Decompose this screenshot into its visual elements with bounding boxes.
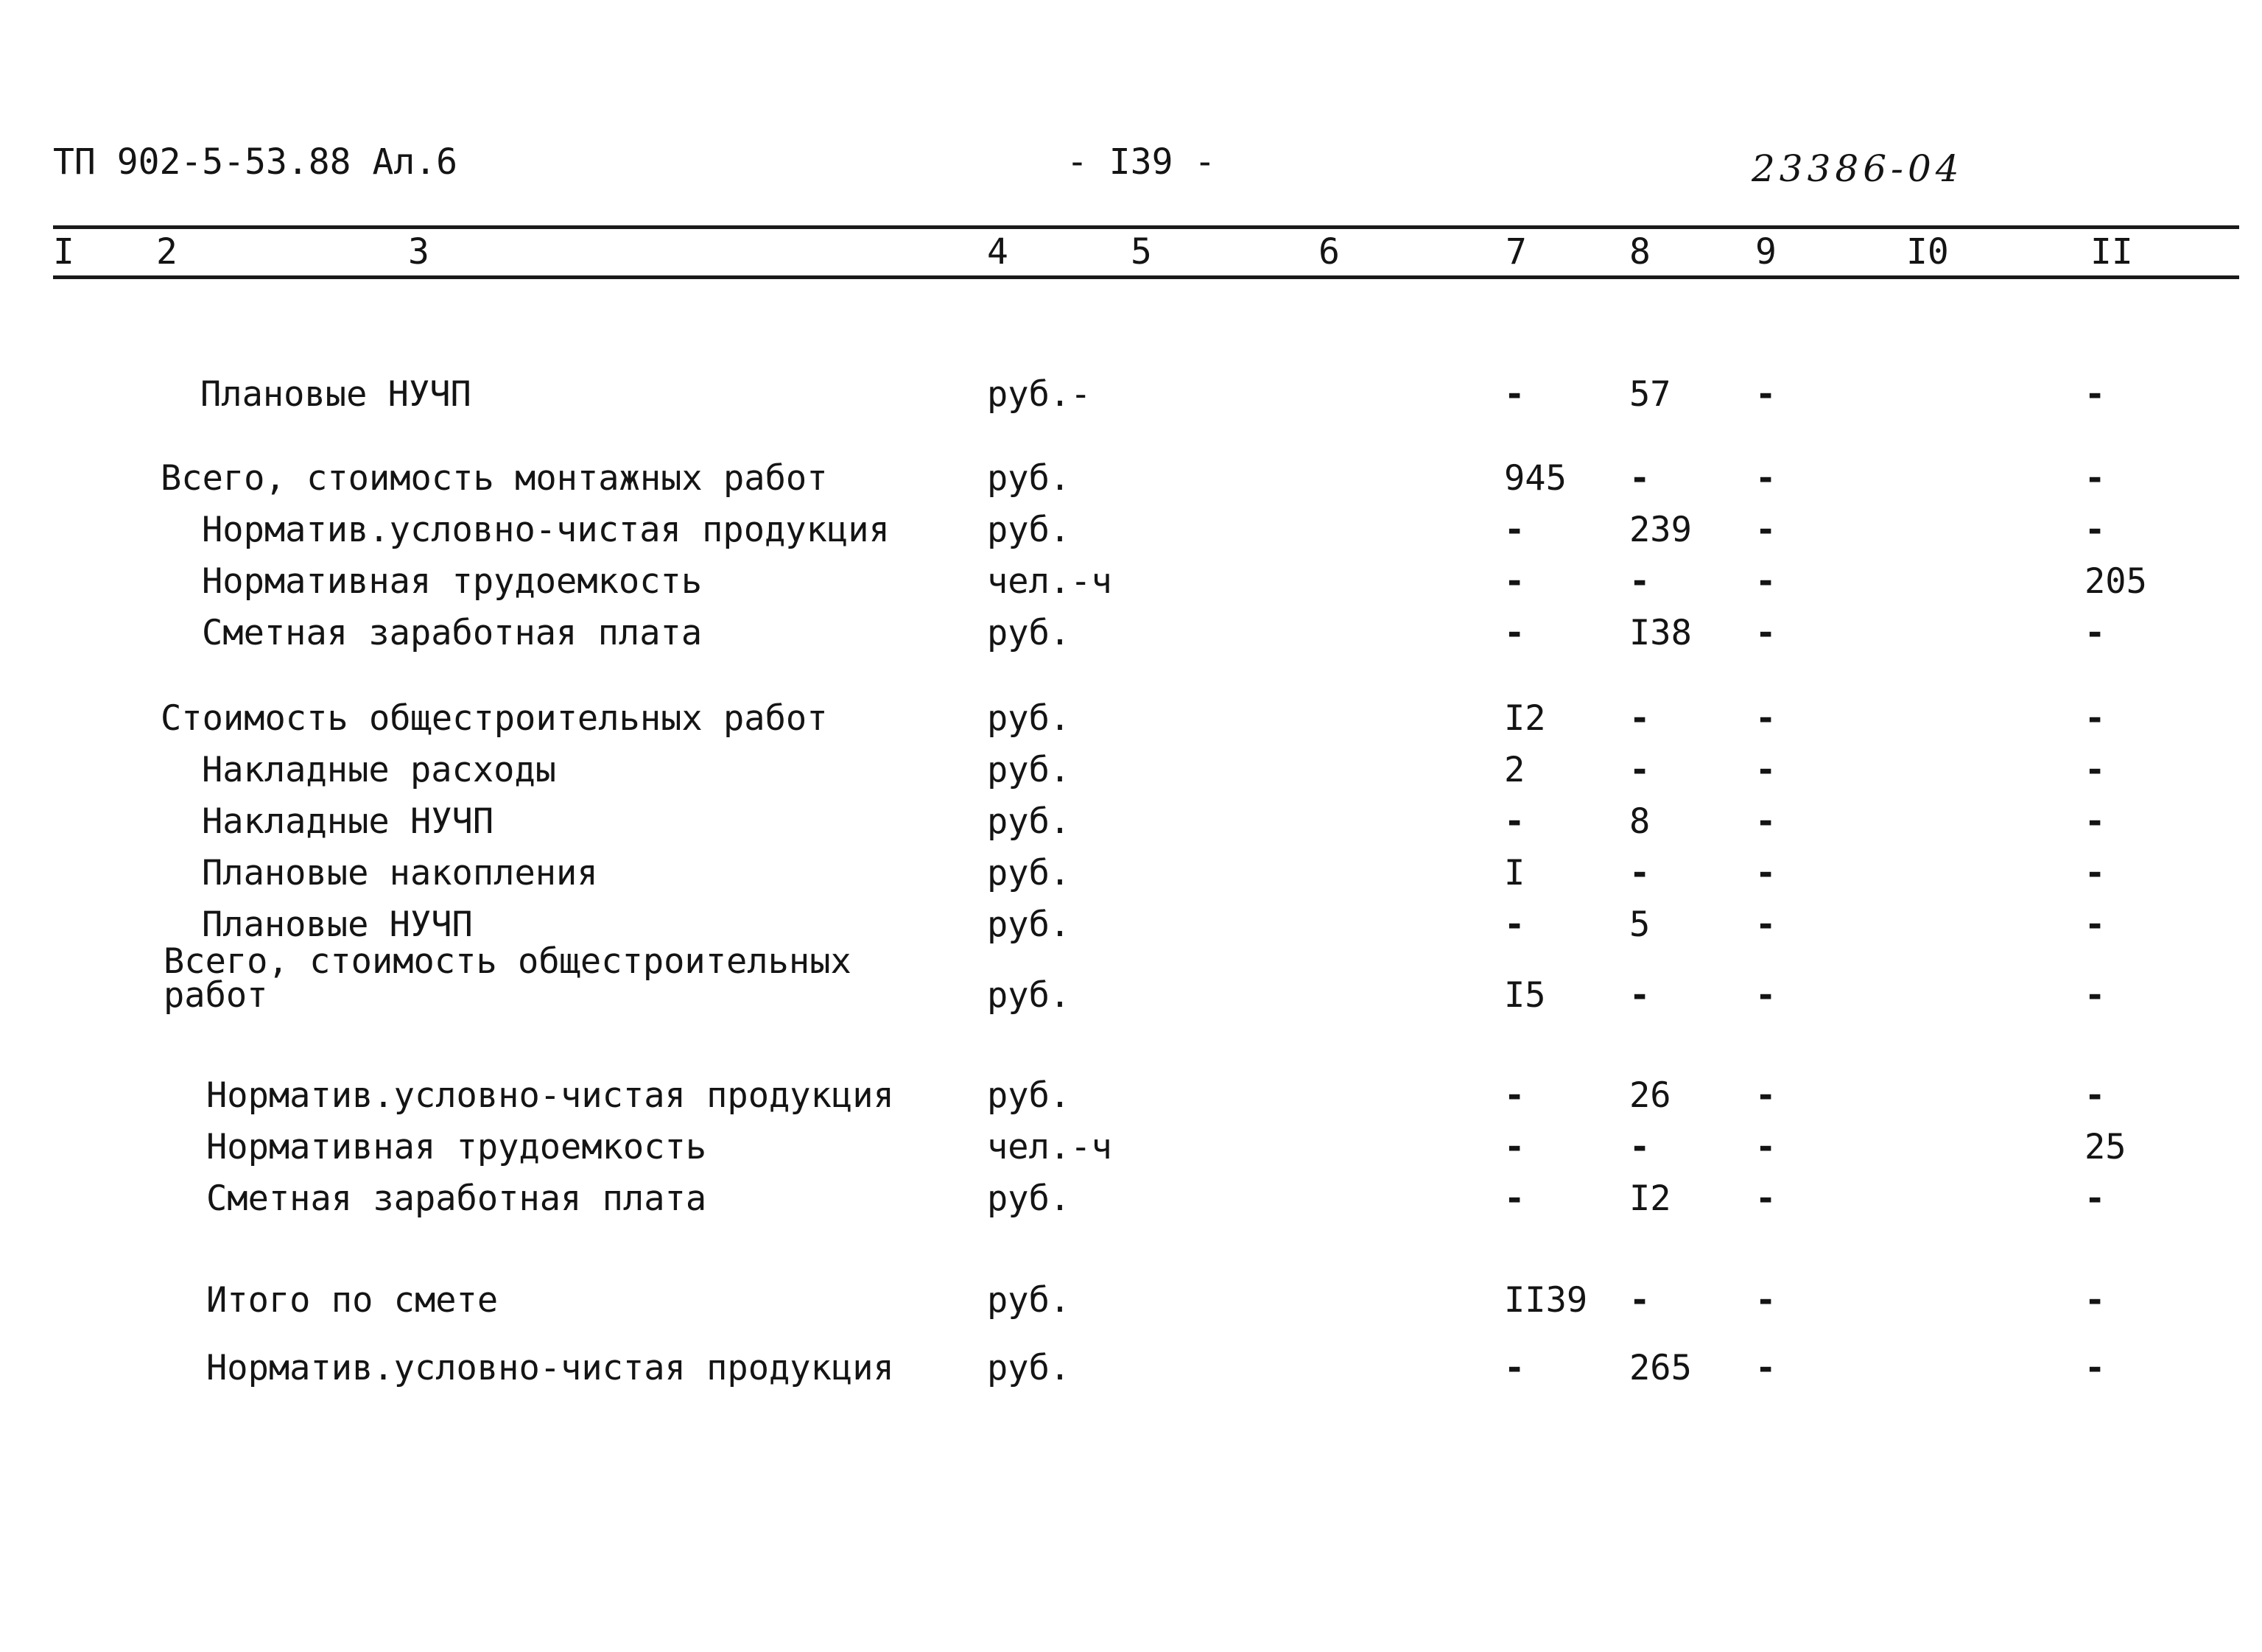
row-value-col8: 265: [1629, 1348, 1692, 1388]
row-unit: руб.: [987, 904, 1071, 945]
row-value-col11: -: [2084, 975, 2106, 1016]
row-unit: руб.-: [987, 374, 1092, 415]
row-unit: руб.: [987, 1348, 1071, 1388]
row-value-col7: -: [1504, 374, 1525, 415]
row-name: Норматив.условно-чистая продукция: [202, 510, 890, 550]
column-number-5: 5: [1131, 231, 1152, 273]
row-name: Накладные расходы: [202, 750, 557, 790]
row-value-col8: 239: [1629, 510, 1692, 550]
row-value-col7: -: [1504, 613, 1525, 653]
row-value-col7: 2: [1504, 750, 1525, 790]
row-name: Сметная заработная плата: [202, 613, 703, 653]
row-name: Плановые НУЧП: [202, 904, 473, 945]
row-value-col11: -: [2084, 613, 2106, 653]
row-unit: чел.-ч: [987, 1127, 1112, 1167]
row-value-col9: -: [1755, 561, 1777, 602]
row-value-col8: -: [1629, 458, 1651, 499]
row-value-col8: -: [1629, 853, 1651, 893]
row-value-col8: 26: [1629, 1075, 1671, 1116]
row-value-col8: 57: [1629, 374, 1671, 415]
row-value-col9: -: [1755, 510, 1777, 550]
row-value-col9: -: [1755, 750, 1777, 790]
row-unit: руб.: [987, 801, 1071, 842]
row-value-col11: -: [2084, 801, 2106, 842]
row-value-col9: -: [1755, 458, 1777, 499]
row-value-col8: -: [1629, 1127, 1651, 1167]
row-value-col9: -: [1755, 1127, 1777, 1167]
row-value-col7: -: [1504, 904, 1525, 945]
row-name: Нормативная трудоемкость: [206, 1127, 707, 1167]
row-value-col9: -: [1755, 698, 1777, 739]
row-value-col8: -: [1629, 975, 1651, 1016]
row-value-col9: -: [1755, 853, 1777, 893]
row-name: Всего, стоимость общестроительных: [164, 941, 851, 982]
row-name: Стоимость общестроительных работ: [161, 698, 828, 739]
row-value-col11: -: [2084, 1178, 2106, 1219]
row-value-col11: -: [2084, 750, 2106, 790]
row-name: Итого по смете: [206, 1280, 499, 1321]
row-value-col7: -: [1504, 1127, 1525, 1167]
row-value-col8: -: [1629, 698, 1651, 739]
archive-number: 23386-04: [1752, 147, 1964, 190]
row-unit: руб.: [987, 853, 1071, 893]
row-unit: руб.: [987, 1280, 1071, 1321]
row-value-col11: -: [2084, 510, 2106, 550]
column-number-11: II: [2090, 231, 2133, 273]
row-value-col7: -: [1504, 801, 1525, 842]
row-value-col9: -: [1755, 1075, 1777, 1116]
row-value-col9: -: [1755, 801, 1777, 842]
row-value-col11: -: [2084, 1280, 2106, 1321]
row-name-continuation: работ: [164, 975, 268, 1016]
column-number-2: 2: [156, 231, 178, 273]
column-number-7: 7: [1506, 231, 1527, 273]
row-value-col9: -: [1755, 904, 1777, 945]
row-name: Норматив.условно-чистая продукция: [206, 1348, 894, 1388]
row-value-col11: -: [2084, 698, 2106, 739]
row-name: Плановые НУЧП: [200, 374, 471, 415]
row-unit: руб.: [987, 698, 1071, 739]
row-value-col8: -: [1629, 750, 1651, 790]
row-value-col11: -: [2084, 904, 2106, 945]
row-unit: руб.: [987, 1178, 1071, 1219]
page-number: - I39 -: [1067, 141, 1216, 183]
row-unit: руб.: [987, 1075, 1071, 1116]
row-name: Всего, стоимость монтажных работ: [161, 458, 828, 499]
row-value-col9: -: [1755, 1348, 1777, 1388]
column-number-4: 4: [987, 231, 1008, 273]
row-value-col9: -: [1755, 613, 1777, 653]
row-value-col11: -: [2084, 458, 2106, 499]
row-value-col9: -: [1755, 374, 1777, 415]
row-value-col7: 945: [1504, 458, 1567, 499]
row-value-col11: -: [2084, 1075, 2106, 1116]
row-value-col7: -: [1504, 1075, 1525, 1116]
column-number-9: 9: [1755, 231, 1777, 273]
row-name: Нормативная трудоемкость: [202, 561, 703, 602]
document-code: ТП 902-5-53.88 Ал.6: [53, 141, 458, 183]
row-value-col7: I: [1504, 853, 1525, 893]
row-name: Норматив.условно-чистая продукция: [206, 1075, 894, 1116]
row-unit: руб.: [987, 975, 1071, 1016]
row-value-col11: -: [2084, 853, 2106, 893]
column-number-1: I: [53, 231, 74, 273]
row-unit: руб.: [987, 613, 1071, 653]
row-name: Плановые накопления: [202, 853, 598, 893]
row-value-col11: -: [2084, 1348, 2106, 1388]
row-value-col11: 205: [2084, 561, 2147, 602]
column-number-6: 6: [1318, 231, 1340, 273]
row-unit: чел.-ч: [987, 561, 1112, 602]
row-value-col7: -: [1504, 1178, 1525, 1219]
row-value-col7: II39: [1504, 1280, 1588, 1321]
column-number-3: 3: [408, 231, 429, 273]
row-unit: руб.: [987, 510, 1071, 550]
row-value-col9: -: [1755, 975, 1777, 1016]
row-value-col8: I38: [1629, 613, 1692, 653]
row-value-col11: -: [2084, 374, 2106, 415]
row-value-col7: I2: [1504, 698, 1546, 739]
column-number-8: 8: [1629, 231, 1651, 273]
row-value-col8: I2: [1629, 1178, 1671, 1219]
row-value-col8: -: [1629, 1280, 1651, 1321]
column-number-10: I0: [1906, 231, 1949, 273]
row-name: Сметная заработная плата: [206, 1178, 707, 1219]
row-value-col9: -: [1755, 1178, 1777, 1219]
row-value-col7: -: [1504, 510, 1525, 550]
row-value-col9: -: [1755, 1280, 1777, 1321]
row-value-col8: 8: [1629, 801, 1651, 842]
row-unit: руб.: [987, 750, 1071, 790]
row-value-col7: -: [1504, 1348, 1525, 1388]
row-unit: руб.: [987, 458, 1071, 499]
row-value-col7: I5: [1504, 975, 1546, 1016]
row-value-col8: 5: [1629, 904, 1651, 945]
row-value-col11: 25: [2084, 1127, 2126, 1167]
row-value-col7: -: [1504, 561, 1525, 602]
row-name: Накладные НУЧП: [202, 801, 494, 842]
row-value-col8: -: [1629, 561, 1651, 602]
